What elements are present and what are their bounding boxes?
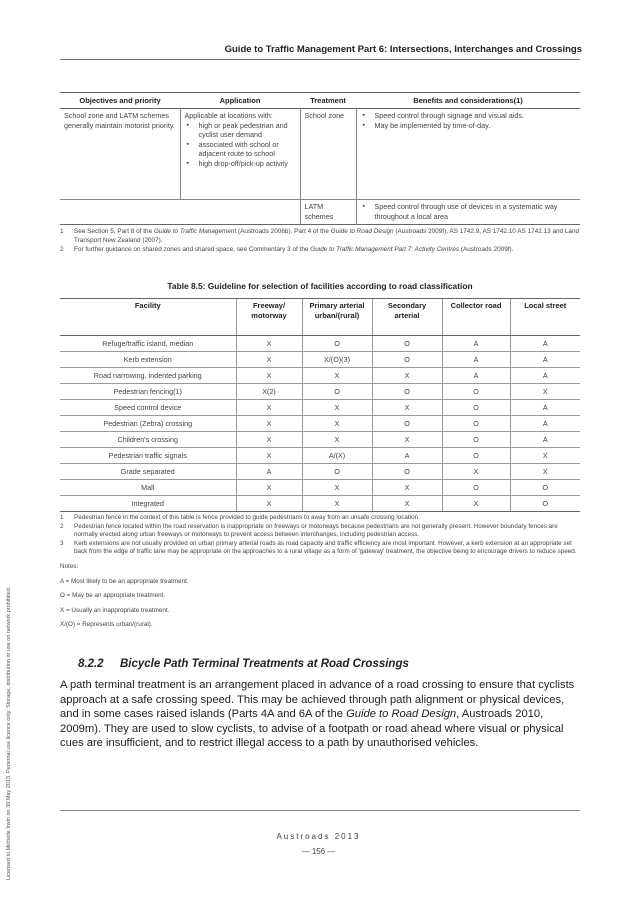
section-body [60, 678, 585, 751]
rating-cell: X [372, 368, 442, 384]
note-item: X = Usually an inappropriate treatment. [60, 606, 170, 614]
footnote-text-part: (Austroads 2006b). Part 4 of the [236, 228, 331, 235]
table-row [60, 432, 580, 448]
rating-cell: X [302, 400, 372, 416]
rating-cell: A [510, 336, 580, 352]
table-row [60, 336, 580, 352]
footnote-text: Pedestrian fence located within the road reservation is inappropriate on freeways or motorways because pedestrians are not generally present. However boundary fences are normally erected along urban freeways or motorways to prevent access between interchanges, including pedestrian access. [74, 522, 558, 539]
col-header-benefits: Benefits and considerations(1) [356, 93, 580, 109]
facility-cell: Kerb extension [60, 352, 236, 368]
rating-cell: O [442, 400, 510, 416]
col-header-freeway: Freeway/ motorway [236, 299, 302, 336]
rating-cell: O [442, 480, 510, 496]
footnote-number: 1 [60, 228, 64, 235]
rating-cell: X [372, 432, 442, 448]
objective-cell: School zone and LATM schemes generally maintain motorist priority. [60, 109, 180, 200]
list-item: ▪ associated with school or adjacent route to school [185, 140, 296, 159]
footnote [60, 514, 580, 523]
list-item: ▪ Speed control through signage and visual aids. [361, 111, 577, 121]
facility-cell: Refuge/traffic island, median [60, 336, 236, 352]
treatment-cell: School zone [300, 109, 356, 200]
rating-cell: X [302, 432, 372, 448]
rating-cell: O [442, 384, 510, 400]
col-header-treatment: Treatment [300, 93, 356, 109]
rating-cell: X [236, 416, 302, 432]
table-row [60, 368, 580, 384]
note-item: X/(O) = Represents urban/(rural). [60, 621, 153, 629]
rating-cell: O [510, 480, 580, 496]
section-number: 8.2.2 [78, 658, 104, 670]
rating-cell: A [372, 448, 442, 464]
rating-cell: X [372, 496, 442, 512]
footnote-number: 3 [60, 539, 64, 547]
body-text-part: , Austroads 2010, 2009m). They are used to slow cyclists, to advise of a footpath or road ahead where visual or physical cues are insufficient, and to restrict illegal access to a path by unauthorised vehicles. [60, 708, 564, 750]
body-citation: Guide to Road Design [346, 708, 457, 721]
footnote-text-part: See Section 5, Part 8 of the [74, 228, 154, 235]
col-header-collector-road: Collector road [442, 299, 510, 336]
running-header: Guide to Traffic Management Part 6: Intersections, Interchanges and Crossings [224, 44, 582, 55]
notes-label: Notes: [60, 562, 79, 570]
footnote-number: 2 [60, 522, 64, 530]
footnote-number: 2 [60, 245, 64, 253]
empty-cell [180, 200, 300, 225]
rating-cell: A [442, 368, 510, 384]
rating-cell: X [372, 480, 442, 496]
rating-cell: A [236, 464, 302, 480]
footnote-number: 1 [60, 514, 64, 521]
footnote-text-part: (Austroads 2009f). [459, 245, 514, 253]
rating-cell: X [236, 368, 302, 384]
rating-cell: A [510, 352, 580, 368]
col-header-objectives: Objectives and priority [60, 93, 180, 109]
facility-cell: Integrated [60, 496, 236, 512]
footnote-text: Kerb extensions are not usually provided on urban primary arterial roads as road capacity and traffic efficiency are most important. However, a kerb extension at an appropriate set back from the edge of traffic lane may be appropriate on the approaches to a rural village as a form of 'gateway' treatment, the objective being to encourage drivers to reduce speed. [74, 539, 577, 556]
footnote-citation: Guide to Traffic Management [153, 228, 237, 235]
rating-cell: X [510, 448, 580, 464]
footnote [60, 228, 580, 246]
application-list [185, 121, 296, 169]
table-row [60, 416, 580, 432]
rating-cell: A [510, 416, 580, 432]
application-intro: Applicable at locations with: [184, 111, 273, 120]
rating-cell: X/(O)(3) [302, 352, 372, 368]
rating-cell: X [510, 464, 580, 480]
rating-cell: X [236, 336, 302, 352]
facility-cell: Pedestrian (Zebra) crossing [60, 416, 236, 432]
benefits-list [361, 202, 577, 221]
facility-table-body [60, 336, 580, 512]
rating-cell: O [442, 432, 510, 448]
list-item: ▪ Speed control through use of devices in a systematic way throughout a local area [361, 202, 577, 221]
rating-cell: X [302, 416, 372, 432]
section-title: Bicycle Path Terminal Treatments at Road Crossings [120, 658, 409, 670]
facility-cell: Pedestrian fencing(1) [60, 384, 236, 400]
body-text-part: A path terminal treatment is an arrangement placed in advance of a road crossing to ensure that cyclists approach at a safe crossing speed. This may be achieved through path alignment or physical devices, and in some cases raised islands (Parts 4A and 6A of the [60, 679, 575, 721]
rating-cell: A [510, 368, 580, 384]
benefits-cell [356, 200, 580, 225]
benefits-cell [356, 109, 580, 200]
rating-cell: O [302, 384, 372, 400]
header-rule [60, 59, 580, 60]
rating-cell: O [442, 416, 510, 432]
table-row [60, 352, 580, 368]
footnote [60, 246, 580, 255]
rating-cell: A [510, 400, 580, 416]
facility-cell: Speed control device [60, 400, 236, 416]
rating-cell: O [372, 416, 442, 432]
rating-cell: X [236, 496, 302, 512]
table-row [60, 464, 580, 480]
rating-cell: X [372, 400, 442, 416]
treatments-header-row [60, 93, 580, 109]
col-header-local-street: Local street [510, 299, 580, 336]
rating-cell: A [442, 352, 510, 368]
rating-cell: O [372, 464, 442, 480]
facility-cell: Road narrowing, indented parking [60, 368, 236, 384]
licence-watermark: Licensed to Michelle Irwin on 30 May 2013. Personal use licence only. Storage, distribution or use on network prohibited. [6, 586, 12, 880]
rating-cell: X(2) [236, 384, 302, 400]
list-item: ▪ high drop-off/pick-up activity [185, 159, 296, 169]
footer-rule [60, 810, 580, 811]
footnote [60, 540, 580, 557]
rating-cell: X [236, 400, 302, 416]
rating-cell: A [442, 336, 510, 352]
table-row [60, 200, 580, 225]
table-row [60, 109, 580, 200]
rating-cell: O [302, 336, 372, 352]
footnote-text-part: For further guidance on shared zones and shared space, see Commentary 3 of the [74, 245, 311, 253]
list-item: ▪ high or peak pedestrian and cyclist user demand [185, 121, 296, 140]
section-heading [78, 658, 409, 670]
rating-cell: A/(X) [302, 448, 372, 464]
list-item: ▪ May be implemented by time-of-day. [361, 121, 577, 131]
table-row [60, 400, 580, 416]
rating-cell: X [302, 368, 372, 384]
page-number: — 156 — [301, 847, 336, 856]
footnote [60, 523, 580, 540]
note-item: O = May be an appropriate treatment. [60, 592, 166, 600]
rating-cell: O [372, 352, 442, 368]
rating-cell: O [372, 336, 442, 352]
footnote-citation: Guide to Traffic Management Part 7: Activity Centres [310, 245, 460, 253]
table-row [60, 384, 580, 400]
empty-cell [60, 200, 180, 225]
facility-cell: Pedestrian traffic signals [60, 448, 236, 464]
rating-cell: A [510, 432, 580, 448]
col-header-secondary-arterial: Secondary arterial [372, 299, 442, 336]
rating-cell: X [442, 464, 510, 480]
application-cell [180, 109, 300, 200]
facility-header-row [60, 299, 580, 336]
rating-cell: X [236, 352, 302, 368]
table-row [60, 496, 580, 512]
rating-cell: X [510, 384, 580, 400]
rating-cell: X [302, 480, 372, 496]
facility-cell: Children's crossing [60, 432, 236, 448]
footnote-text-part: (Austroads 2009f), AS 1742.9, AS 1742.10 AS 1742.13 and Land Transport New Zealand (2007). [74, 228, 580, 244]
col-header-primary-arterial: Primary arterial urban/(rural) [302, 299, 372, 336]
col-header-facility: Facility [60, 299, 236, 336]
rating-cell: X [236, 480, 302, 496]
facility-cell: Mall [60, 480, 236, 496]
rating-cell: X [236, 448, 302, 464]
table1-footnotes [60, 228, 580, 254]
rating-cell: O [510, 496, 580, 512]
table-row [60, 448, 580, 464]
rating-cell: O [302, 464, 372, 480]
rating-cell: O [372, 384, 442, 400]
footnote-text: Pedestrian fence in the context of this table is fence provided to guide pedestrians to away from an unsafe crossing location. [74, 514, 420, 521]
table-row [60, 480, 580, 496]
facility-cell: Grade separated [60, 464, 236, 480]
facility-selection-table [60, 298, 580, 512]
rating-cell: O [442, 448, 510, 464]
rating-cell: X [442, 496, 510, 512]
table-caption: Table 8.5: Guideline for selection of facilities according to road classification [167, 281, 473, 291]
rating-cell: X [302, 496, 372, 512]
treatments-table [60, 92, 580, 225]
note-item: A = Most likely to be an appropriate treatment. [60, 577, 189, 585]
col-header-application: Application [180, 93, 300, 109]
treatment-cell: LATM schemes [300, 200, 356, 225]
footnote-citation: Guide to Road Design [330, 228, 394, 235]
footnote-text [74, 246, 513, 255]
footnote-text [74, 228, 580, 246]
table2-footnotes [60, 514, 580, 630]
footer-organisation: Austroads 2013 [276, 832, 361, 841]
rating-cell: X [236, 432, 302, 448]
benefits-list [361, 111, 577, 130]
